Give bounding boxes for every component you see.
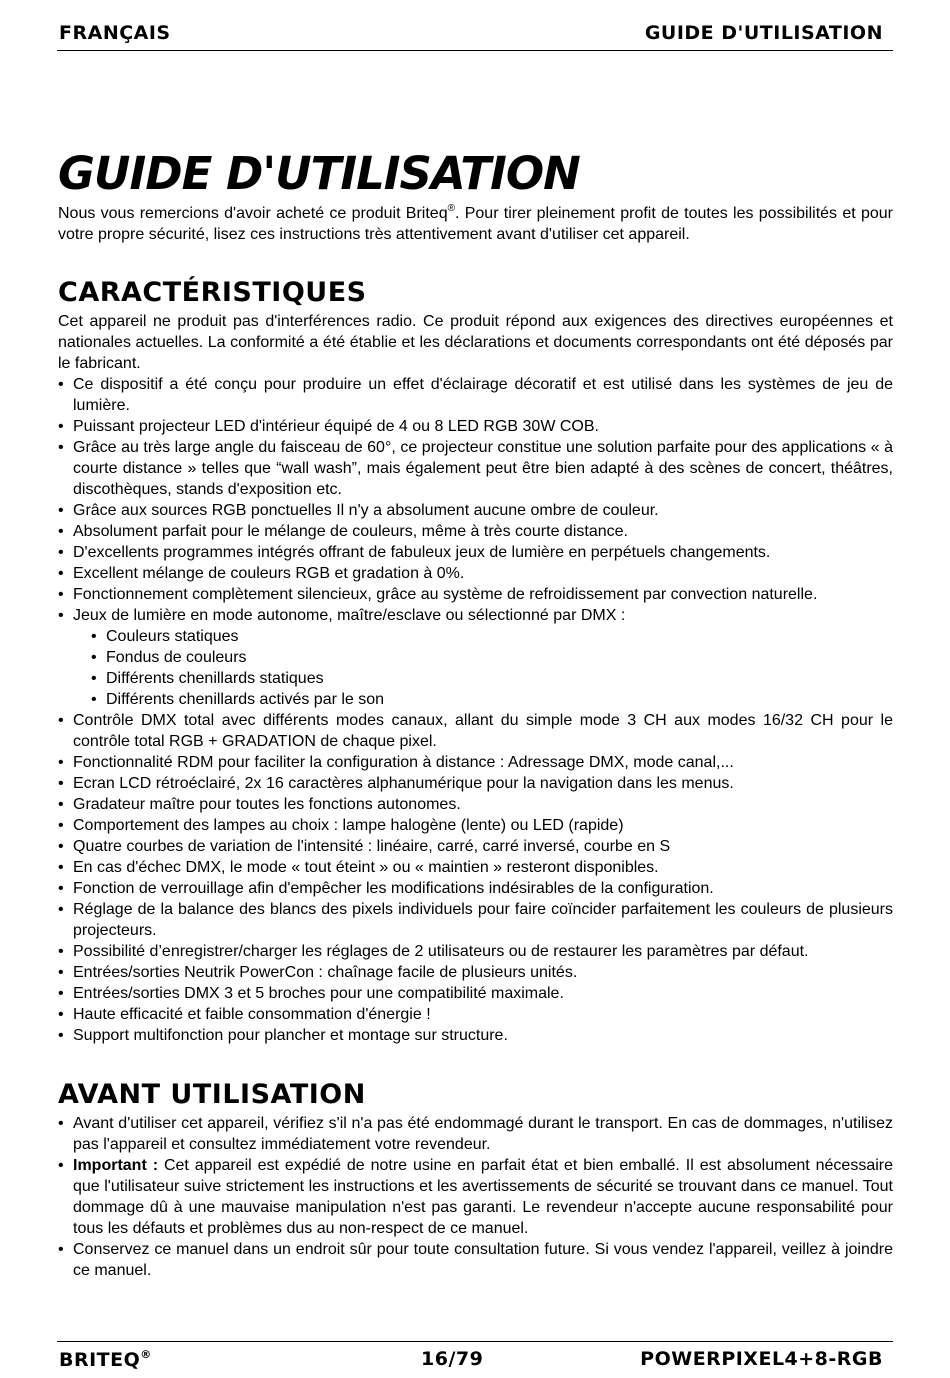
- list-item: • Puissant projecteur LED d'intérieur équipé de 4 ou 8 LED RGB 30W COB.: [58, 416, 893, 437]
- list-item: • Conservez ce manuel dans un endroit sûr pour toute consultation future. Si vous vendez l'appareil, veillez à joindre ce manuel.: [58, 1239, 893, 1281]
- list-item: • Grâce au très large angle du faisceau de 60°, ce projecteur constitue une solution parfaite pour des applications « à courte distance » telles que “wall wash”, mais également peut être bien adapté à des scènes de concert, théâtres, discothèques, stands d'exposition etc.: [58, 437, 893, 500]
- list-item: • Quatre courbes de variation de l'intensité : linéaire, carré, carré inversé, courbe en S: [58, 836, 893, 857]
- page-number: 16/79: [421, 1348, 484, 1370]
- list-item: • D'excellents programmes intégrés offrant de fabuleux jeux de lumière en perpétuels changements.: [58, 542, 893, 563]
- list-item: • Possibilité d’enregistrer/charger les réglages de 2 utilisateurs ou de restaurer les paramètres par défaut.: [58, 941, 893, 962]
- footer-brand: [59, 1348, 152, 1371]
- list-item: • Différents chenillards statiques: [91, 668, 893, 689]
- list-item: • Entrées/sorties DMX 3 et 5 broches pour une compatibilité maximale.: [58, 983, 893, 1004]
- list-item: • Couleurs statiques: [91, 626, 893, 647]
- important-text: Cet appareil est expédié de notre usine en parfait état et bien emballé. Il est absolument nécessaire que l'utilisateur suive strictement les instructions et les avertissements de sécurité se trouvant dans ce manuel. Tout dommage dû à une mauvaise manipulation n'est pas garanti. Le revendeur n'accepte aucune responsabilité pour tous les défauts et problèmes dus au non-respect de ce manuel.: [73, 1157, 894, 1237]
- intro-text: Nous vous remercions d'avoir acheté ce produit Briteq: [58, 205, 448, 222]
- intro-paragraph: [58, 203, 893, 245]
- list-item: • Entrées/sorties Neutrik PowerCon : chaînage facile de plusieurs unités.: [58, 962, 893, 983]
- list-item: • En cas d'échec DMX, le mode « tout éteint » ou « maintien » resteront disponibles.: [58, 857, 893, 878]
- list-item: • Ce dispositif a été conçu pour produire un effet d'éclairage décoratif et est utilisé dans les systèmes de jeu de lumière.: [58, 374, 893, 416]
- brand-registered-mark: ®: [140, 1348, 152, 1361]
- registered-mark: ®: [447, 203, 455, 214]
- header-language: FRANÇAIS: [59, 22, 171, 44]
- footer-model: POWERPIXEL4+8-RGB: [640, 1348, 883, 1370]
- list-item: • Excellent mélange de couleurs RGB et gradation à 0%.: [58, 563, 893, 584]
- list-item: • Gradateur maître pour toutes les fonctions autonomes.: [58, 794, 893, 815]
- list-item: • Fondus de couleurs: [91, 647, 893, 668]
- list-item: • Contrôle DMX total avec différents modes canaux, allant du simple mode 3 CH aux modes 16/32 CH pour le contrôle total RGB + GRADATION de chaque pixel.: [58, 710, 893, 752]
- intro-text-cont: . Pour tirer pleinement profit de toutes les possibilités et pour votre propre sécurité, lisez ces instructions très attentivement avant d'utiliser cet appareil.: [58, 205, 893, 243]
- features-heading: CARACTÉRISTIQUES: [58, 277, 367, 308]
- features-paragraph: Cet appareil ne produit pas d'interférences radio. Ce produit répond aux exigences des directives européennes et nationales actuelles. La conformité a été établie et les déclarations et documents correspondants ont été déposés par le fabricant.: [58, 313, 893, 372]
- list-item: • Jeux de lumière en mode autonome, maître/esclave ou sélectionné par DMX :: [58, 605, 893, 626]
- list-item: • Grâce aux sources RGB ponctuelles Il n'y a absolument aucune ombre de couleur.: [58, 500, 893, 521]
- page-content: [58, 145, 893, 1281]
- list-item: • Ecran LCD rétroéclairé, 2x 16 caractères alphanumérique pour la navigation dans les menus.: [58, 773, 893, 794]
- important-label: Important :: [73, 1157, 159, 1174]
- list-item: • Avant d'utiliser cet appareil, vérifiez s'il n'a pas été endommagé durant le transport. En cas de dommages, n'utilisez pas l'appareil et consultez immédiatement votre revendeur.: [58, 1113, 893, 1155]
- header-title: GUIDE D'UTILISATION: [644, 22, 883, 44]
- before-use-list: [58, 1113, 893, 1281]
- page-footer: [57, 1341, 893, 1372]
- page-title: GUIDE D'UTILISATION: [58, 147, 580, 200]
- list-item: • Absolument parfait pour le mélange de couleurs, même à très courte distance.: [58, 521, 893, 542]
- list-item: • Support multifonction pour plancher et montage sur structure.: [58, 1025, 893, 1046]
- features-sublist: [58, 626, 893, 710]
- features-list: [58, 374, 893, 626]
- list-item: • Comportement des lampes au choix : lampe halogène (lente) ou LED (rapide): [58, 815, 893, 836]
- list-item: • Fonction de verrouillage afin d'empêcher les modifications indésirables de la configuration.: [58, 878, 893, 899]
- list-item: [58, 1155, 893, 1239]
- list-item: • Différents chenillards activés par le son: [91, 689, 893, 710]
- list-item: • Haute efficacité et faible consommation d'énergie !: [58, 1004, 893, 1025]
- page-header: [57, 22, 893, 51]
- list-item: • Fonctionnalité RDM pour faciliter la configuration à distance : Adressage DMX, mode canal,...: [58, 752, 893, 773]
- before-use-heading: AVANT UTILISATION: [58, 1079, 366, 1110]
- brand-name: BRITEQ: [59, 1349, 141, 1371]
- list-item: • Fonctionnement complètement silencieux, grâce au système de refroidissement par convection naturelle.: [58, 584, 893, 605]
- list-item: • Réglage de la balance des blancs des pixels individuels pour faire coïncider parfaitement les couleurs de plusieurs projecteurs.: [58, 899, 893, 941]
- features-list-cont: [58, 710, 893, 1046]
